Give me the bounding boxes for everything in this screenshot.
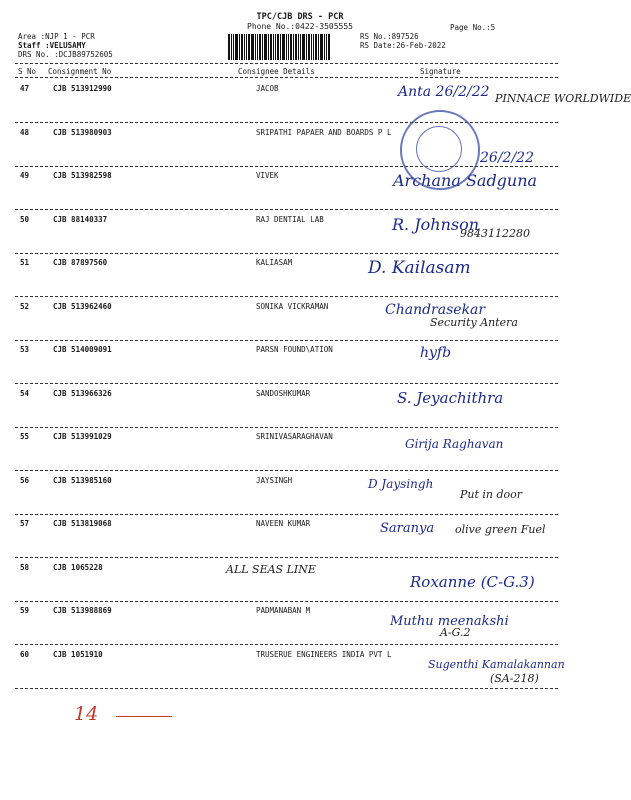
col-header-consignee: Consignee Details bbox=[238, 67, 315, 76]
handwritten-signature: Chandrasekar bbox=[385, 301, 486, 318]
handwritten-signature: Girija Raghavan bbox=[405, 437, 504, 451]
consignment-number: CJB 513912990 bbox=[53, 84, 112, 93]
table-row bbox=[0, 84, 631, 128]
serial-number: 58 bbox=[20, 562, 30, 572]
serial-number: 48 bbox=[20, 127, 30, 137]
handwritten-note: olive green Fuel bbox=[455, 523, 546, 536]
serial-number: 60 bbox=[20, 649, 30, 659]
row-divider bbox=[15, 383, 558, 384]
area-label: Area :NJP 1 - PCR bbox=[18, 32, 95, 41]
table-row bbox=[0, 171, 600, 215]
table-row bbox=[0, 606, 600, 650]
handwritten-signature: D Jaysingh bbox=[368, 476, 434, 491]
sheet-title: TPC/CJB DRS - PCR bbox=[256, 12, 344, 22]
handwritten-signature: Archana Sadguna bbox=[393, 171, 538, 190]
consignment-number: CJB 513988869 bbox=[53, 606, 112, 615]
handwritten-note: Put in door bbox=[460, 487, 523, 501]
consignee-name: TRUSERUE ENGINEERS INDIA PVT L bbox=[256, 649, 392, 659]
serial-number: 50 bbox=[20, 214, 30, 224]
serial-number: 57 bbox=[20, 519, 30, 528]
serial-number: 54 bbox=[20, 388, 30, 398]
row-divider bbox=[15, 688, 558, 689]
row-divider bbox=[15, 340, 558, 341]
handwritten-signature: Sugenthi Kamalakannan bbox=[428, 657, 565, 671]
header-divider bbox=[15, 63, 558, 64]
table-row bbox=[0, 258, 600, 302]
consignee-name: JACOB bbox=[256, 84, 279, 93]
handwritten-signature: Anta 26/2/22 bbox=[398, 84, 490, 100]
serial-number: 52 bbox=[20, 301, 30, 311]
handwritten-signature: D. Kailasam bbox=[368, 258, 471, 278]
col-header-sno: S No bbox=[18, 67, 37, 76]
handwritten-note: (SA-218) bbox=[490, 671, 539, 685]
col-header-signature: Signature bbox=[420, 67, 461, 76]
page-number: Page No.:5 bbox=[450, 23, 496, 32]
consignee-name: JAYSINGH bbox=[256, 475, 293, 485]
total-count: 14 bbox=[74, 703, 99, 725]
consignee-name: NAVEEN KUMAR bbox=[256, 519, 311, 528]
consignment-number: CJB 513980903 bbox=[53, 127, 112, 137]
consignee-name: PARSN FOUND\ATION bbox=[256, 345, 333, 354]
rs-number: RS No.:897526 bbox=[360, 32, 419, 41]
drs-number: DRS No. :DCJB89752605 bbox=[18, 50, 113, 59]
consignment-number: CJB 513982598 bbox=[53, 171, 112, 180]
consignee-name: VIVEK bbox=[256, 171, 279, 180]
phone-number: Phone No.:0422-3505555 bbox=[247, 22, 353, 31]
table-row bbox=[0, 389, 600, 433]
handwritten-note: PINNACE WORLDWIDE bbox=[495, 92, 631, 105]
consignment-number: CJB 87897560 bbox=[53, 258, 108, 267]
rs-date: RS Date:26-Feb-2022 bbox=[360, 41, 446, 50]
table-row bbox=[0, 563, 600, 607]
company-seal-icon bbox=[400, 110, 480, 190]
barcode-icon bbox=[228, 34, 348, 60]
serial-number: 59 bbox=[20, 606, 30, 615]
row-divider bbox=[15, 296, 558, 297]
consignee-name: SANDOSHKUMAR bbox=[256, 388, 311, 398]
handwritten-signature: S. Jeyachithra bbox=[397, 388, 504, 407]
consignment-number: CJB 513985160 bbox=[53, 475, 112, 485]
total-underline bbox=[116, 716, 172, 717]
consignment-number: CJB 513819068 bbox=[53, 519, 112, 528]
handwritten-note: 9843112280 bbox=[460, 226, 530, 240]
consignment-number: CJB 88140337 bbox=[53, 214, 108, 224]
handwritten-note: ALL SEAS LINE bbox=[226, 562, 316, 576]
consignee-name: RAJ DENTIAL LAB bbox=[256, 214, 324, 224]
handwritten-signature: Saranya bbox=[380, 521, 435, 536]
table-row bbox=[0, 650, 600, 694]
table-row bbox=[0, 476, 600, 520]
consignment-number: CJB 513966326 bbox=[53, 388, 112, 398]
serial-number: 56 bbox=[20, 475, 30, 485]
table-row bbox=[0, 345, 600, 389]
table-row bbox=[0, 215, 600, 259]
consignee-name: PADMANABAN M bbox=[256, 606, 311, 615]
staff-label: Staff :VELUSAMY bbox=[18, 41, 86, 50]
serial-number: 55 bbox=[20, 432, 30, 441]
table-row bbox=[0, 128, 600, 172]
serial-number: 49 bbox=[20, 171, 30, 180]
consignment-number: CJB 513991029 bbox=[53, 432, 112, 441]
row-divider bbox=[15, 209, 558, 210]
handwritten-note: Security Antera bbox=[430, 315, 518, 329]
table-row bbox=[0, 519, 600, 563]
row-divider bbox=[15, 514, 558, 515]
row-divider bbox=[15, 253, 558, 254]
consignment-number: CJB 513962460 bbox=[53, 301, 112, 311]
header-divider-bottom bbox=[15, 77, 558, 78]
serial-number: 53 bbox=[20, 345, 30, 354]
row-divider bbox=[15, 427, 558, 428]
handwritten-signature: Muthu meenakshi bbox=[390, 614, 509, 629]
row-divider bbox=[15, 601, 558, 602]
consignee-name: KALIASAM bbox=[256, 258, 293, 267]
row-divider bbox=[15, 470, 558, 471]
consignee-name: SRIPATHI PAPAER AND BOARDS P L bbox=[256, 127, 392, 137]
row-divider bbox=[15, 122, 558, 123]
consignment-number: CJB 1065228 bbox=[53, 562, 103, 572]
row-divider bbox=[15, 644, 558, 645]
serial-number: 51 bbox=[20, 258, 30, 267]
consignee-name: SONIKA VICKRAMAN bbox=[256, 301, 329, 311]
consignment-number: CJB 514009091 bbox=[53, 345, 112, 354]
col-header-consignment: Consignment No bbox=[48, 67, 112, 76]
row-divider bbox=[15, 557, 558, 558]
serial-number: 47 bbox=[20, 84, 30, 93]
handwritten-signature: Roxanne (C-G.3) bbox=[410, 572, 535, 591]
handwritten-signature: R. Johnson bbox=[392, 214, 480, 234]
consignment-number: CJB 1051910 bbox=[53, 649, 103, 659]
consignee-name: SRINIVASARAGHAVAN bbox=[256, 432, 333, 441]
handwritten-signature: hyfb bbox=[420, 345, 452, 361]
table-row bbox=[0, 432, 600, 476]
handwritten-signature: 26/2/22 bbox=[480, 149, 534, 166]
table-row bbox=[0, 302, 600, 346]
handwritten-note: A-G.2 bbox=[440, 626, 471, 639]
